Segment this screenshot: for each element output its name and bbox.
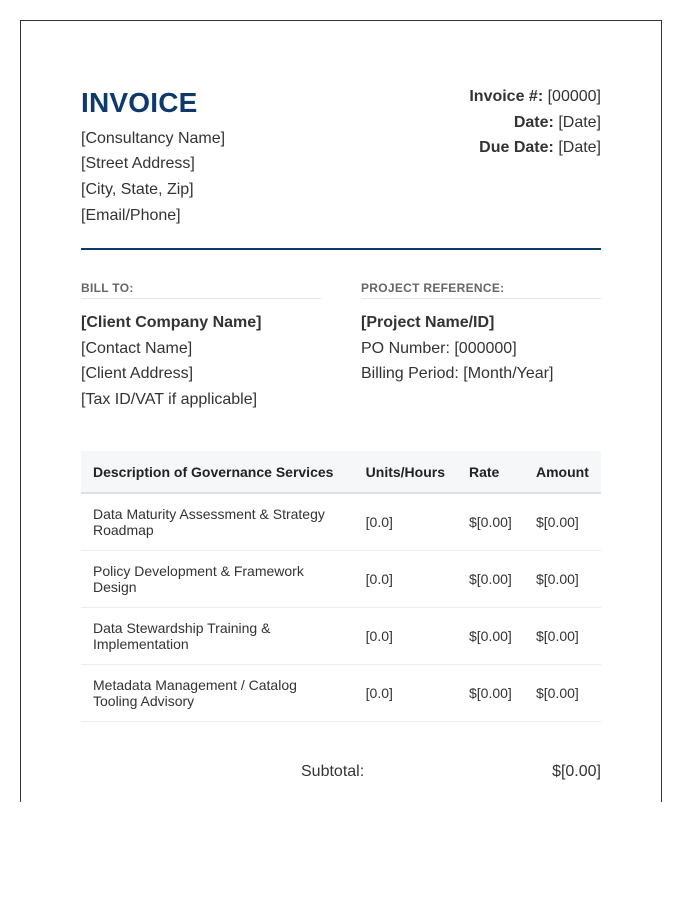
due-date-label: Due Date: — [479, 139, 554, 156]
client-contact-name: [Contact Name] — [81, 339, 193, 357]
table-row — [81, 493, 601, 550]
subtotal-value: $[0.00] — [552, 763, 601, 780]
invoice-date-row — [301, 110, 601, 136]
row-amount: $[0.00] — [524, 664, 601, 721]
company-name: [Consultancy Name] — [81, 130, 226, 147]
billing-period: Billing Period: [Month/Year] — [361, 365, 554, 383]
project-name: [Project Name/ID] — [361, 314, 495, 331]
invoice-number-row — [301, 84, 601, 110]
row-description: Data Stewardship Training & Implementation — [81, 607, 354, 664]
client-address: [Client Address] — [81, 365, 194, 383]
column-header-rate: Rate — [457, 451, 524, 493]
row-description: Metadata Management / Catalog Tooling Advisory — [81, 664, 354, 721]
row-amount: $[0.00] — [524, 607, 601, 664]
company-street: [Street Address] — [81, 155, 195, 172]
row-units: [0.0] — [354, 550, 457, 607]
table-row — [81, 607, 601, 664]
row-rate: $[0.00] — [457, 493, 524, 550]
invoice-meta — [301, 84, 601, 161]
due-date-row — [301, 135, 601, 161]
table-header-row — [81, 451, 601, 493]
invoice-date-label: Date: — [513, 113, 554, 131]
client-company-name: [Client Company Name] — [81, 314, 262, 331]
bill-to-section — [81, 281, 321, 413]
row-rate: $[0.00] — [457, 550, 524, 607]
bill-to-heading: BILL TO: — [81, 281, 321, 299]
row-rate: $[0.00] — [457, 607, 524, 664]
invoice-title: INVOICE — [81, 87, 198, 118]
invoice-header — [81, 21, 601, 250]
invoice-page — [20, 20, 662, 802]
row-units: [0.0] — [354, 607, 457, 664]
project-reference-section — [361, 281, 601, 387]
table-row — [81, 550, 601, 607]
services-table — [81, 451, 601, 722]
row-rate: $[0.00] — [457, 664, 524, 721]
company-city: [City, State, Zip] — [81, 181, 194, 198]
project-reference-lines — [361, 310, 601, 387]
row-amount: $[0.00] — [524, 493, 601, 550]
row-units: [0.0] — [354, 664, 457, 721]
row-units: [0.0] — [354, 493, 457, 550]
invoice-number-label: Invoice #: — [469, 88, 544, 105]
po-number: PO Number: [000000] — [361, 339, 517, 357]
client-tax-id: [Tax ID/VAT if applicable] — [81, 391, 258, 409]
row-description: Data Maturity Assessment & Strategy Roadmap — [81, 493, 354, 550]
column-header-description: Description of Governance Services — [81, 451, 354, 493]
project-reference-heading: PROJECT REFERENCE: — [361, 281, 601, 299]
invoice-date-value: [Date] — [558, 113, 601, 131]
column-header-units: Units/Hours — [354, 451, 457, 493]
row-amount: $[0.00] — [524, 550, 601, 607]
subtotal-label: Subtotal: — [301, 763, 365, 780]
table-row — [81, 664, 601, 721]
bill-to-lines — [81, 310, 321, 413]
row-description: Policy Development & Framework Design — [81, 550, 354, 607]
column-header-amount: Amount — [524, 451, 601, 493]
invoice-number-value: [00000] — [547, 88, 601, 105]
company-contact: [Email/Phone] — [81, 207, 181, 224]
due-date-value: [Date] — [558, 139, 601, 156]
invoice-content — [81, 21, 601, 802]
